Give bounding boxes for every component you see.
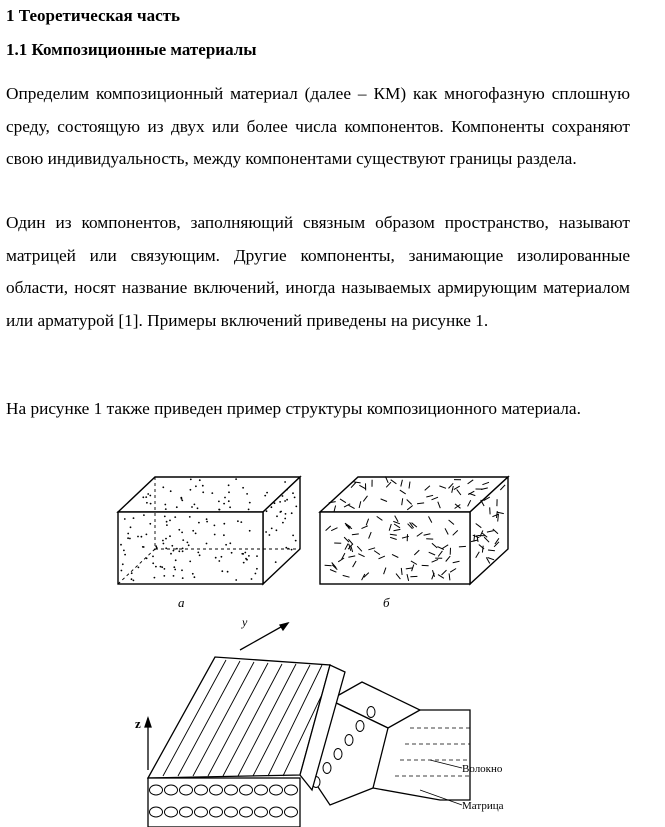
particle-dot bbox=[173, 575, 175, 577]
particle-dot bbox=[137, 536, 139, 538]
particle-dot bbox=[211, 492, 213, 494]
particle-dot bbox=[199, 479, 201, 481]
particle-dot bbox=[149, 495, 151, 497]
fiber-cross-section bbox=[150, 807, 163, 817]
fiber-cross-section bbox=[240, 807, 253, 817]
short-fiber bbox=[498, 515, 499, 522]
particle-dot bbox=[218, 560, 220, 562]
fiber-cross-section bbox=[255, 807, 268, 817]
particle-dot bbox=[285, 513, 287, 515]
particle-dot bbox=[130, 526, 132, 528]
particle-dot bbox=[271, 528, 273, 530]
fiber-cross-section bbox=[195, 785, 208, 795]
fiber-cross-section bbox=[270, 807, 283, 817]
particle-dot bbox=[235, 478, 237, 480]
paragraph-definition: Определим композиционный материал (далее – КМ) как многофазную сплошную среду, состоящую из двух или более числа компонентов. Компоненты сохраняют свою индивидуальность, между компонентами существуют границы раздела. bbox=[6, 84, 630, 168]
particle-dot bbox=[174, 569, 176, 571]
particle-dot bbox=[265, 531, 267, 533]
fiber-cross-section bbox=[210, 807, 223, 817]
fiber-cross-section bbox=[225, 807, 238, 817]
particle-dot bbox=[224, 497, 226, 499]
particle-dot bbox=[231, 552, 233, 554]
particle-dot bbox=[229, 542, 231, 544]
fiber-cross-section bbox=[165, 785, 178, 795]
label-a: а bbox=[178, 595, 185, 610]
particle-dot bbox=[248, 509, 250, 511]
particle-dot bbox=[228, 491, 230, 493]
particle-dot bbox=[225, 544, 227, 546]
axis-z-label: z bbox=[135, 716, 141, 731]
particle-dot bbox=[287, 548, 289, 550]
particle-dot bbox=[228, 484, 230, 486]
fiber-cross-section bbox=[225, 785, 238, 795]
fiber-cross-section bbox=[195, 807, 208, 817]
particle-dot bbox=[286, 489, 288, 491]
laminate-illustration bbox=[145, 623, 470, 827]
particle-dot bbox=[181, 500, 183, 502]
short-fiber bbox=[488, 550, 495, 551]
particle-dot bbox=[121, 570, 123, 572]
particle-dot bbox=[271, 506, 273, 508]
fiber-cross-section bbox=[285, 807, 298, 817]
paragraph-figure-ref: На рисунке 1 также приведен пример структуры композиционного материала. bbox=[6, 399, 581, 418]
fiber-cross-section bbox=[323, 763, 331, 774]
particle-dot bbox=[127, 537, 129, 539]
particle-dot bbox=[280, 511, 282, 513]
particle-dot bbox=[194, 576, 196, 578]
particle-dot bbox=[131, 578, 133, 580]
fiber-cross-section bbox=[285, 785, 298, 795]
label-b: б bbox=[383, 595, 390, 610]
particle-dot bbox=[241, 553, 243, 555]
particle-dot bbox=[223, 523, 225, 525]
particle-dot bbox=[192, 530, 194, 532]
particle-dot bbox=[227, 571, 229, 573]
particle-dot bbox=[165, 508, 167, 510]
particle-dot bbox=[206, 518, 208, 520]
particle-dot bbox=[284, 500, 286, 502]
particle-dot bbox=[284, 518, 286, 520]
particle-dot bbox=[295, 540, 297, 542]
particle-dot bbox=[266, 492, 268, 494]
particle-dot bbox=[286, 499, 288, 501]
particle-dot bbox=[145, 496, 147, 498]
particle-dot bbox=[147, 493, 149, 495]
particle-dot bbox=[164, 504, 166, 506]
particle-dot bbox=[176, 548, 178, 550]
particle-dot bbox=[195, 485, 197, 487]
particle-dot bbox=[138, 567, 140, 569]
particle-dot bbox=[221, 570, 223, 572]
particle-dot bbox=[142, 496, 144, 498]
particle-dot bbox=[154, 549, 156, 551]
particle-dot bbox=[264, 495, 266, 497]
particle-dot bbox=[190, 479, 192, 481]
short-fiber bbox=[459, 546, 466, 547]
matrix-label: Матрица bbox=[462, 800, 504, 812]
particle-dot bbox=[274, 502, 276, 504]
particle-dot bbox=[124, 518, 126, 520]
fiber-cross-section bbox=[180, 807, 193, 817]
particle-dot bbox=[244, 552, 246, 554]
particle-dot bbox=[150, 503, 152, 505]
particle-dot bbox=[164, 568, 166, 570]
particle-dot bbox=[266, 510, 268, 512]
fiber-cross-section bbox=[240, 785, 253, 795]
particle-dot bbox=[181, 532, 183, 534]
particle-dot bbox=[146, 502, 148, 504]
particle-dot bbox=[206, 543, 208, 545]
cube-fibers-illustration bbox=[320, 476, 508, 584]
particle-dot bbox=[163, 575, 165, 577]
particle-dot bbox=[285, 547, 287, 549]
particle-dot bbox=[292, 535, 294, 537]
particle-dot bbox=[294, 497, 296, 499]
particle-dot bbox=[246, 493, 248, 495]
particle-dot bbox=[215, 557, 217, 559]
particle-dot bbox=[154, 577, 156, 579]
particle-dot bbox=[133, 517, 135, 519]
particle-dot bbox=[143, 514, 145, 516]
particle-dot bbox=[240, 521, 242, 523]
particle-dot bbox=[246, 559, 248, 561]
particle-dot bbox=[218, 501, 220, 503]
particle-dot bbox=[199, 554, 201, 556]
particle-dot bbox=[164, 516, 166, 518]
particle-dot bbox=[229, 506, 231, 508]
particle-dot bbox=[197, 507, 199, 509]
particle-dot bbox=[202, 491, 204, 493]
paragraph-matrix: Один из компонентов, заполняющий связным образом пространство, называют матрицей или связующим. Другие компоненты, занимающие изолированные области, носят название включений, иногда называемых армирующим материалом или арматурой [1]. Примеры включений приведены на рисунке 1. bbox=[6, 213, 630, 330]
particle-dot bbox=[162, 540, 164, 542]
particle-dot bbox=[276, 529, 278, 531]
section-heading: 1 Теоретическая часть bbox=[6, 6, 180, 25]
particle-dot bbox=[249, 530, 251, 532]
particle-dot bbox=[122, 563, 124, 565]
particle-dot bbox=[191, 506, 193, 508]
particle-dot bbox=[124, 554, 126, 556]
fiber-cross-section bbox=[210, 785, 223, 795]
particle-dot bbox=[256, 555, 258, 557]
particle-dot bbox=[198, 522, 200, 524]
particle-dot bbox=[170, 553, 172, 555]
particle-dot bbox=[182, 539, 184, 541]
particle-dot bbox=[269, 534, 271, 536]
particle-dot bbox=[174, 516, 176, 518]
fiber-cross-section bbox=[270, 785, 283, 795]
fiber-cross-section bbox=[367, 707, 375, 718]
particle-dot bbox=[189, 561, 191, 563]
particle-dot bbox=[187, 542, 189, 544]
particle-dot bbox=[169, 520, 171, 522]
particle-dot bbox=[155, 545, 157, 547]
particle-dot bbox=[291, 549, 293, 551]
particle-dot bbox=[218, 509, 220, 511]
particle-dot bbox=[255, 573, 257, 575]
cube-particles-illustration bbox=[118, 477, 300, 584]
particle-dot bbox=[142, 546, 144, 548]
fiber-cross-section bbox=[334, 749, 342, 760]
particle-dot bbox=[182, 550, 184, 552]
particle-dot bbox=[176, 506, 178, 508]
particle-dot bbox=[251, 578, 253, 580]
particle-dot bbox=[170, 490, 172, 492]
particle-dot bbox=[195, 533, 197, 535]
particle-dot bbox=[242, 487, 244, 489]
particle-dot bbox=[197, 552, 199, 554]
particle-dot bbox=[182, 548, 184, 550]
particle-dot bbox=[146, 558, 148, 560]
particle-dot bbox=[160, 566, 162, 568]
particle-dot bbox=[223, 534, 225, 536]
particle-dot bbox=[206, 521, 208, 523]
particle-dot bbox=[235, 579, 237, 581]
particle-dot bbox=[194, 504, 196, 506]
particle-dot bbox=[129, 538, 131, 540]
particle-dot bbox=[127, 533, 129, 535]
particle-dot bbox=[282, 522, 284, 524]
particle-dot bbox=[223, 503, 225, 505]
particle-dot bbox=[166, 521, 168, 523]
fiber-cross-section bbox=[345, 735, 353, 746]
particle-dot bbox=[295, 506, 297, 508]
composite-figure bbox=[0, 460, 665, 827]
particle-dot bbox=[146, 534, 148, 536]
subsection-heading: 1.1 Композиционные материалы bbox=[6, 40, 257, 59]
particle-dot bbox=[180, 497, 182, 499]
particle-dot bbox=[155, 566, 157, 568]
particle-dot bbox=[181, 569, 183, 571]
particle-dot bbox=[249, 502, 251, 504]
particle-dot bbox=[133, 580, 135, 582]
fiber-cross-section bbox=[180, 785, 193, 795]
particle-dot bbox=[182, 577, 184, 579]
particle-dot bbox=[178, 550, 180, 552]
particle-dot bbox=[228, 500, 230, 502]
particle-dot bbox=[275, 561, 277, 563]
particle-dot bbox=[123, 550, 125, 552]
particle-dot bbox=[284, 481, 286, 483]
particle-dot bbox=[292, 492, 294, 494]
fiber-cross-section bbox=[165, 807, 178, 817]
particle-dot bbox=[189, 516, 191, 518]
particle-dot bbox=[248, 555, 250, 557]
particle-dot bbox=[188, 544, 190, 546]
particle-dot bbox=[175, 559, 177, 561]
particle-dot bbox=[173, 566, 175, 568]
fiber-cross-section bbox=[150, 785, 163, 795]
fiber-cross-section bbox=[356, 721, 364, 732]
particle-dot bbox=[152, 556, 154, 558]
particle-dot bbox=[152, 562, 154, 564]
fiber-cross-section bbox=[255, 785, 268, 795]
particle-dot bbox=[171, 545, 173, 547]
particle-dot bbox=[149, 523, 151, 525]
particle-dot bbox=[276, 515, 278, 517]
particle-dot bbox=[131, 572, 133, 574]
particle-dot bbox=[214, 534, 216, 536]
particle-dot bbox=[237, 520, 239, 522]
particle-dot bbox=[202, 485, 204, 487]
particle-dot bbox=[163, 543, 165, 545]
particle-dot bbox=[214, 525, 216, 527]
particle-dot bbox=[162, 486, 164, 488]
particle-dot bbox=[161, 566, 163, 568]
particle-dot bbox=[190, 489, 192, 491]
particle-dot bbox=[141, 536, 143, 538]
short-fiber bbox=[325, 565, 332, 566]
particle-dot bbox=[221, 556, 223, 558]
axis-y-label: y bbox=[242, 615, 248, 629]
particle-dot bbox=[120, 544, 122, 546]
particle-dot bbox=[291, 512, 293, 514]
particle-dot bbox=[178, 529, 180, 531]
particle-dot bbox=[256, 568, 258, 570]
particle-dot bbox=[169, 535, 171, 537]
particle-dot bbox=[282, 495, 284, 497]
particle-dot bbox=[165, 538, 167, 540]
particle-dot bbox=[173, 550, 175, 552]
particle-dot bbox=[192, 573, 194, 575]
particle-dot bbox=[243, 562, 245, 564]
particle-dot bbox=[279, 501, 281, 503]
particle-dot bbox=[165, 547, 167, 549]
particle-dot bbox=[166, 524, 168, 526]
fiber-label: Волокно bbox=[462, 763, 503, 775]
